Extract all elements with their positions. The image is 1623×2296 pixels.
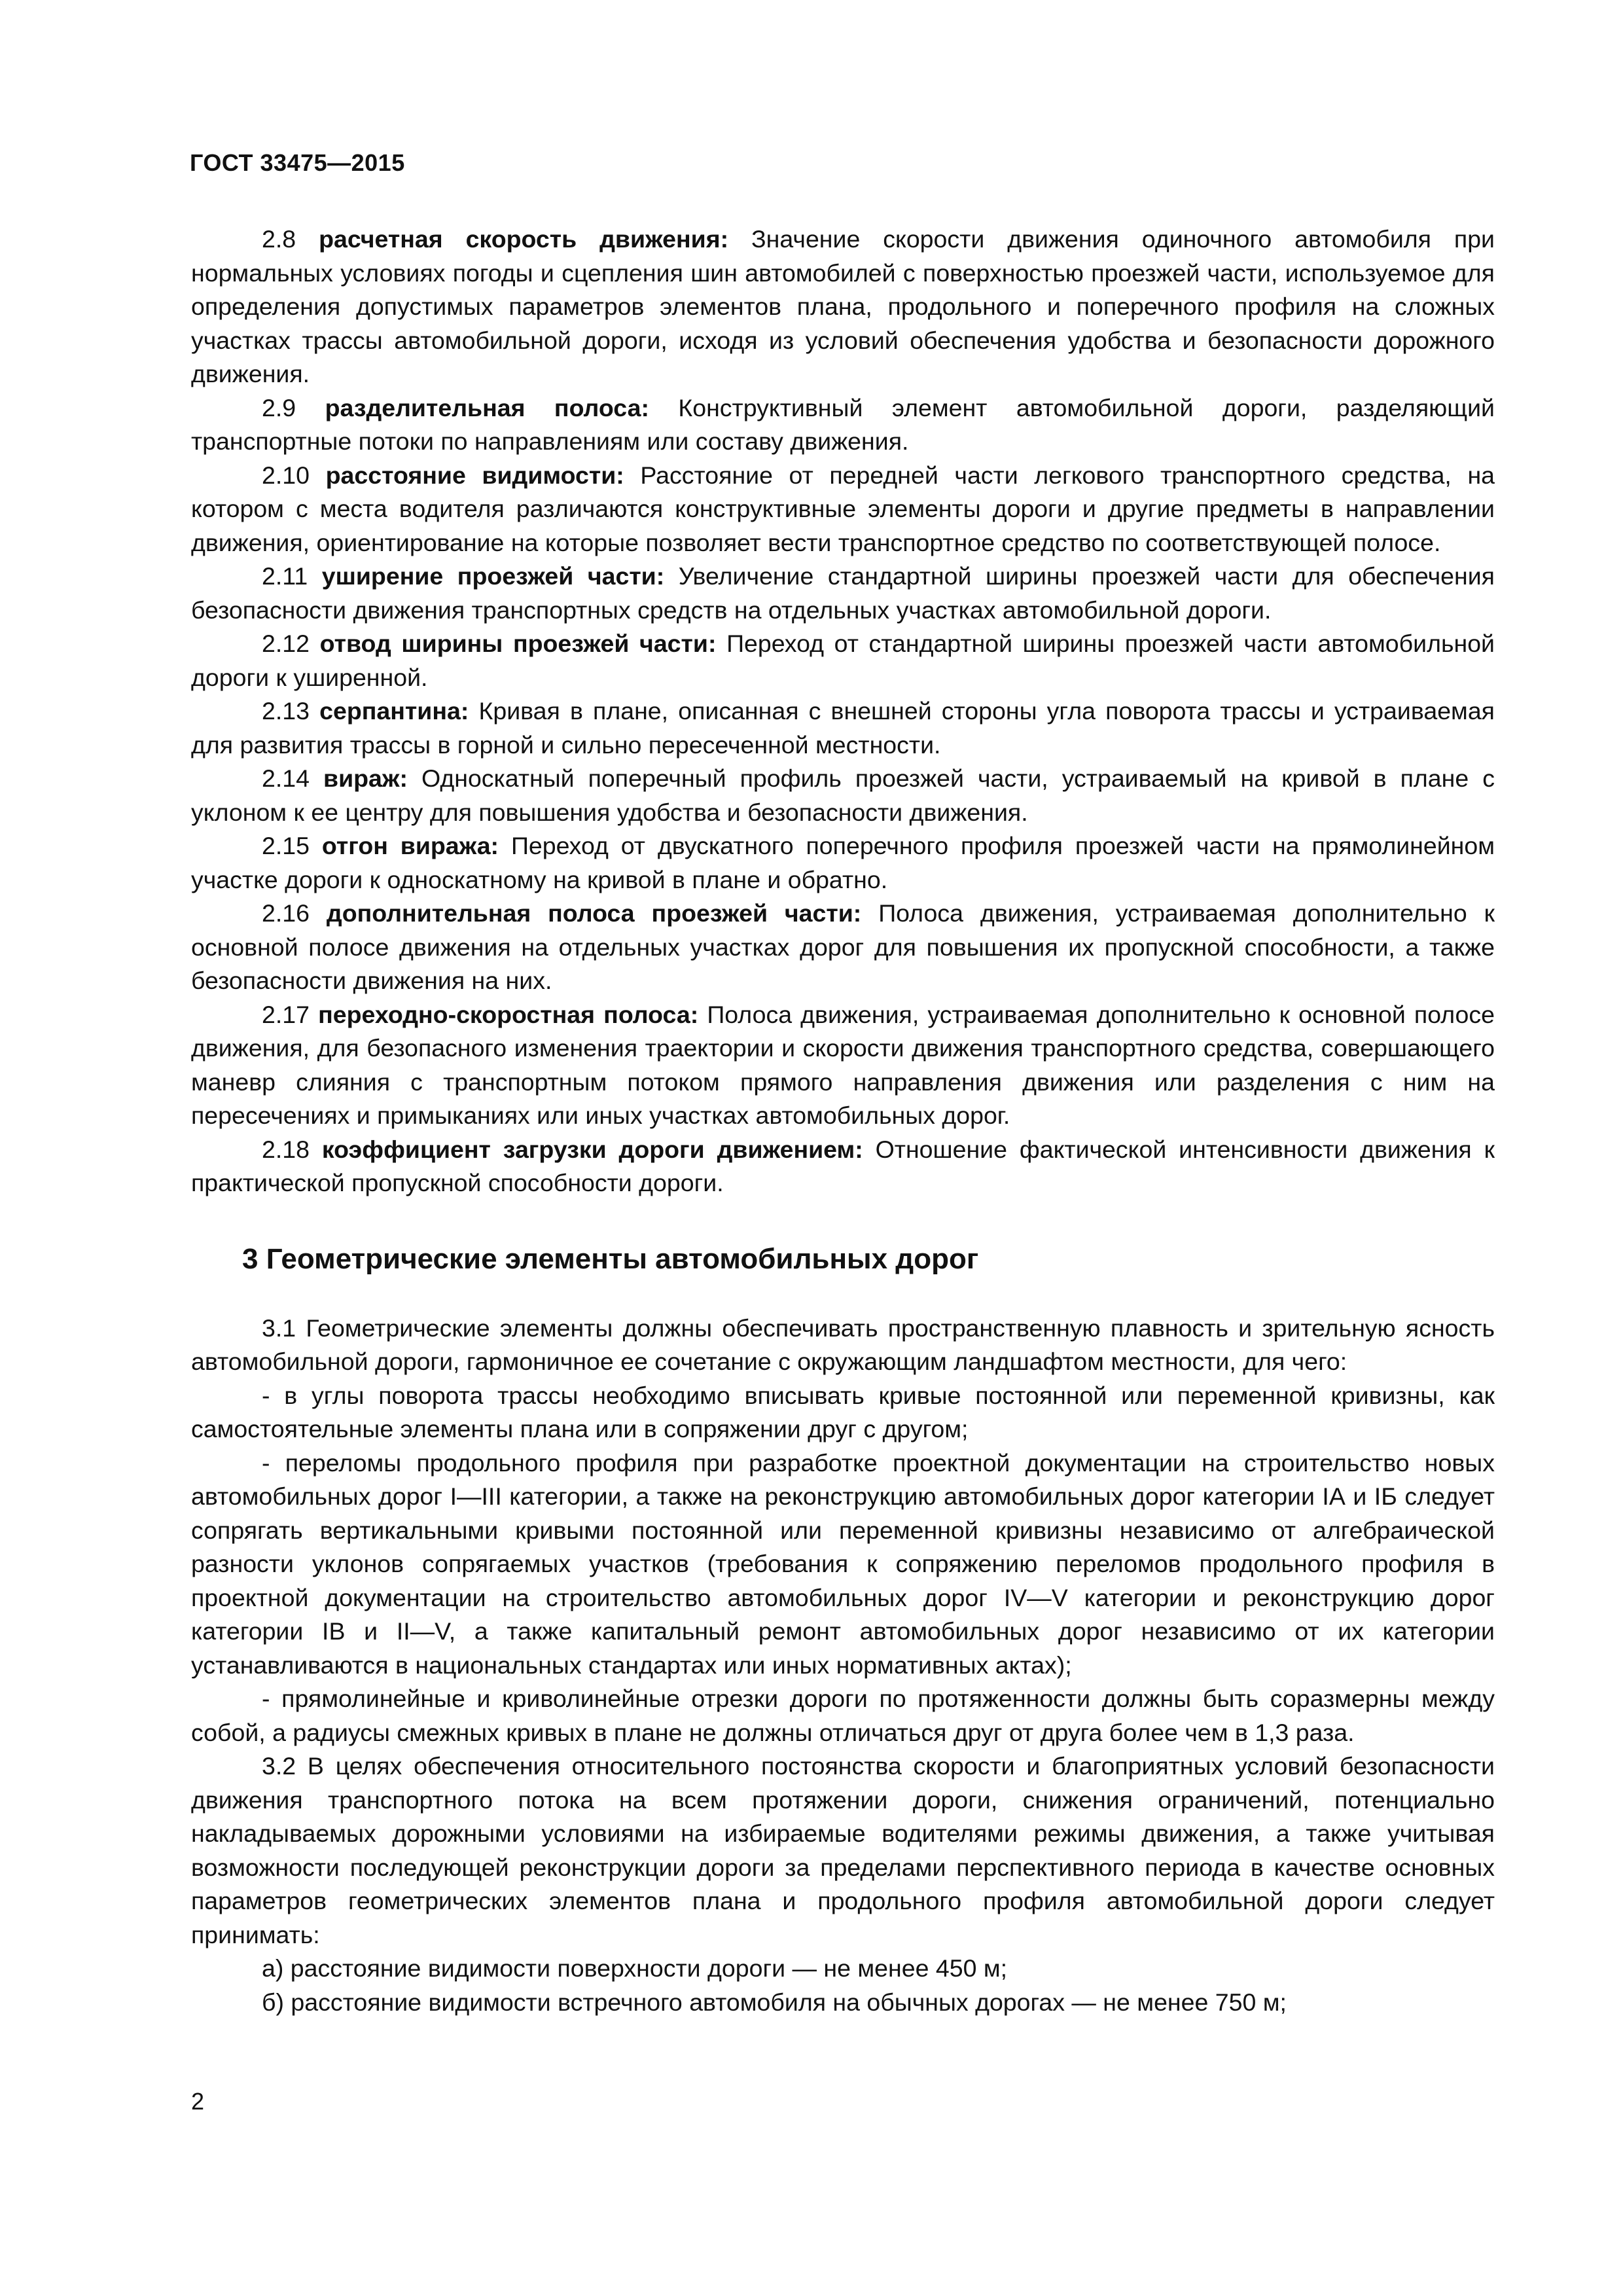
definition-text: Расстояние от передней части легкового транспортного средства, на котором с места водителя различаются конструктивные элементы дороги и другие предметы в направлении движения, ориентирование на которые позволяет вести транспортное средство по соответствующей полосе. — [191, 461, 1495, 556]
list-item: - переломы продольного профиля при разработке проектной документации на строительство новых автомобильных дорог I—III категории, а также на реконструкцию автомобильных дорог категории IА и IБ следует сопрягать вертикальными кривыми постоянной или переменной кривизны независимо от алгебраической разности уклонов сопрягаемых участков (требования к сопряжению переломов продольного профиля в проектной документации на строительство автомобильных дорог IV—V категории и реконструкцию дорог категории IВ и II—V, а также капитальный ремонт автомобильных дорог независимо от их категории устанавливаются в национальных стандартах или иных нормативных актах); — [191, 1448, 1495, 1679]
clause-number: 2.14 — [262, 764, 310, 792]
clause-number: 2.8 — [262, 225, 296, 253]
term: отгон виража: — [321, 832, 499, 859]
clause-number: 2.15 — [262, 832, 310, 859]
definition-2-17 — [191, 998, 1495, 1133]
clause-3-1: 3.1 Геометрические элементы должны обеспечивать пространственную плавность и зрительную ясность автомобильной дороги, гармоничное ее сочетание с окружающим ландшафтом местности, для чего: — [191, 1314, 1495, 1375]
list-item: б) расстояние видимости встречного автомобиля на обычных дорогах — не менее 750 м; — [262, 1988, 1287, 2016]
definition-2-8 — [191, 223, 1495, 391]
definition-2-13 — [191, 694, 1495, 762]
document-code-header: ГОСТ 33475—2015 — [190, 149, 405, 176]
definition-2-16 — [191, 897, 1495, 998]
definition-text: Значение скорости движения одиночного автомобиля при нормальных условиях погоды и сцепления шин автомобилей с поверхностью проезжей части, используемое для определения допустимых параметров элементов плана, продольного и поперечного профиля на сложных участках трассы автомобильной дороги, исходя из условий обеспечения удобства и безопасности дорожного движения. — [191, 225, 1495, 387]
definition-text: Полоса движения, устраиваемая дополнительно к основной полосе движения, для безопасного изменения траектории и скорости движения транспортного средства, совершающего маневр слияния с транспортным потоком прямого направления движения или разделения с ним на пересечениях и примыканиях или иных участках автомобильных дорог. — [191, 1000, 1495, 1129]
clause-number: 2.16 — [262, 899, 310, 927]
definition-text: Односкатный поперечный профиль проезжей части, устраиваемый на кривой в плане с уклоном к ее центру для повышения удобства и безопасности движения. — [191, 764, 1495, 826]
clause-number: 2.13 — [262, 697, 310, 725]
term: коэффициент загрузки дороги движением: — [321, 1135, 863, 1163]
definition-2-18 — [191, 1133, 1495, 1200]
definition-2-15 — [191, 829, 1495, 897]
definition-2-14 — [191, 762, 1495, 829]
term: разделительная полоса: — [325, 393, 649, 422]
clause-number: 2.17 — [262, 1000, 310, 1028]
definition-2-12 — [191, 627, 1495, 694]
clause-number: 2.11 — [262, 562, 308, 590]
definition-2-11 — [191, 560, 1495, 627]
term: отвод ширины проезжей части: — [319, 630, 717, 657]
clause-number: 2.12 — [262, 630, 310, 657]
section-heading: 3 Геометрические элементы автомобильных дорог — [242, 1242, 979, 1275]
term: расстояние видимости: — [325, 461, 624, 489]
definition-2-9 — [191, 391, 1495, 459]
term: уширение проезжей части: — [321, 562, 665, 590]
definition-text: Увеличение стандартной ширины проезжей части для обеспечения безопасности движения транспортных средств на отдельных участках автомобильной дороги. — [191, 562, 1495, 624]
term: расчетная скорость движения: — [319, 225, 729, 253]
definition-text: Кривая в плане, описанная с внешней стороны угла поворота трассы и устраиваемая для развития трассы в горной и сильно пересеченной местности. — [191, 697, 1495, 759]
definition-2-10 — [191, 459, 1495, 560]
definition-text: Полоса движения, устраиваемая дополнительно к основной полосе движения на отдельных участках дорог для повышения их пропускной способности, а также безопасности движения на них. — [191, 899, 1495, 994]
list-item: - прямолинейные и криволинейные отрезки дороги по протяженности должны быть соразмерны между собой, а радиусы смежных кривых в плане не должны отличаться друг от друга более чем в 1,3 раза. — [191, 1685, 1495, 1746]
definition-text: Отношение фактической интенсивности движения к практической пропускной способности дороги. — [191, 1135, 1495, 1196]
list-item: а) расстояние видимости поверхности дороги — не менее 450 м; — [262, 1954, 1008, 1982]
definition-text: Переход от двускатного поперечного профиля проезжей части на прямолинейном участке дороги к односкатному на кривой в плане и обратно. — [191, 832, 1495, 893]
term: дополнительная полоса проезжей части: — [326, 899, 862, 927]
definition-text: Переход от стандартной ширины проезжей части автомобильной дороги к уширенной. — [191, 630, 1495, 691]
term: серпантина: — [319, 697, 469, 725]
term: вираж: — [323, 764, 408, 792]
definition-text: Конструктивный элемент автомобильной дороги, разделяющий транспортные потоки по направлениям или составу движения. — [191, 393, 1495, 455]
clause-number: 2.9 — [262, 393, 296, 422]
list-item: - в углы поворота трассы необходимо вписывать кривые постоянной или переменной кривизны, как самостоятельные элементы плана или в сопряжении друг с другом; — [191, 1381, 1495, 1443]
term: переходно-скоростная полоса: — [318, 1000, 699, 1028]
clause-number: 2.10 — [262, 461, 310, 489]
clause-number: 2.18 — [262, 1135, 310, 1163]
clause-3-2: 3.2 В целях обеспечения относительного постоянства скорости и благоприятных условий безопасности движения транспортного потока на всем протяжении дороги, снижения ограничений, потенциально накладываемых дорожными условиями на избираемые водителями режимы движения, а также учитывая возможности последующей реконструкции дороги за пределами перспективного периода в качестве основных параметров геометрических элементов плана и продольного профиля автомобильной дороги следует принимать: — [191, 1752, 1495, 1948]
document-body — [191, 223, 1495, 2019]
page-number: 2 — [191, 2088, 205, 2115]
